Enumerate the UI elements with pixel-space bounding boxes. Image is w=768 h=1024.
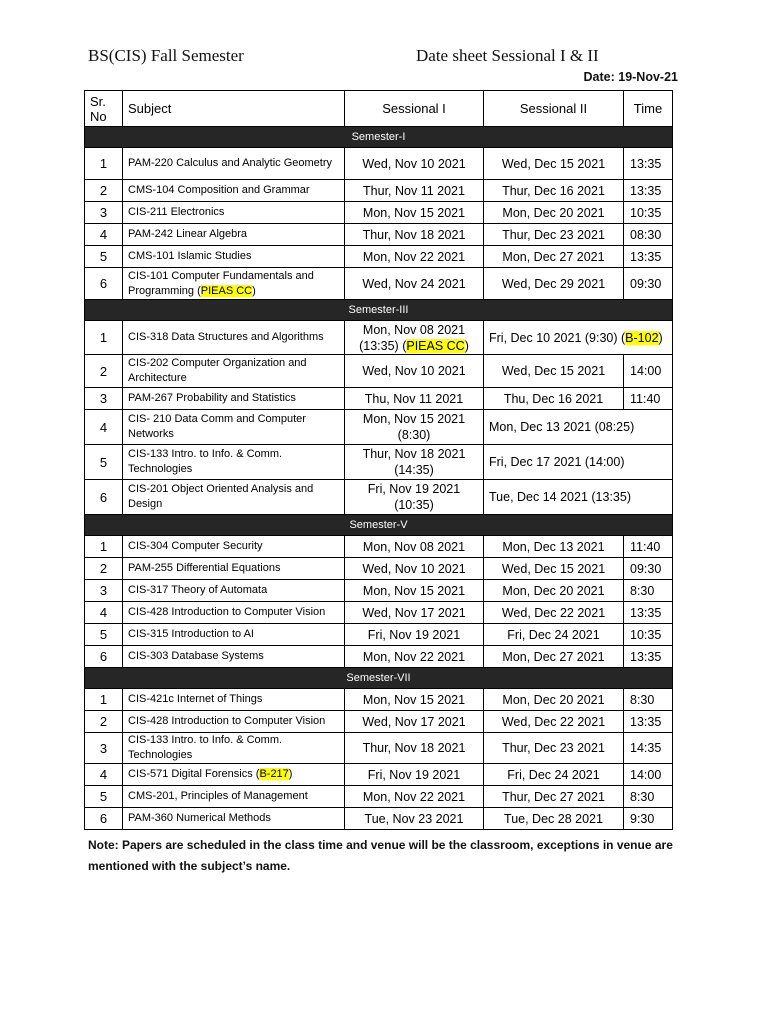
table-row bbox=[85, 808, 673, 830]
serial-number: 1 bbox=[85, 148, 123, 180]
sessional-2-cell: Wed, Dec 22 2021 bbox=[484, 602, 624, 624]
time-cell: 13:35 bbox=[624, 711, 673, 733]
subject-cell: CIS-304 Computer Security bbox=[123, 536, 345, 558]
subject-cell: CIS-211 Electronics bbox=[123, 202, 345, 224]
table-row bbox=[85, 180, 673, 202]
header-row bbox=[85, 91, 673, 127]
serial-number: 2 bbox=[85, 180, 123, 202]
subject-cell: CIS-317 Theory of Automata bbox=[123, 580, 345, 602]
serial-number: 4 bbox=[85, 764, 123, 786]
sessional-2-cell: Wed, Dec 15 2021 bbox=[484, 355, 624, 388]
sessional-1-cell: Thur, Nov 18 2021 bbox=[345, 224, 484, 246]
sessional-2-cell: Mon, Dec 20 2021 bbox=[484, 580, 624, 602]
table-row bbox=[85, 246, 673, 268]
serial-number: 3 bbox=[85, 388, 123, 410]
time-cell: 10:35 bbox=[624, 624, 673, 646]
table-row bbox=[85, 602, 673, 624]
time-cell: 08:30 bbox=[624, 224, 673, 246]
sessional-2-cell: Mon, Dec 27 2021 bbox=[484, 246, 624, 268]
subject-cell: CIS-303 Database Systems bbox=[123, 646, 345, 668]
serial-number: 2 bbox=[85, 711, 123, 733]
sessional-1-cell: Mon, Nov 22 2021 bbox=[345, 786, 484, 808]
table-row bbox=[85, 711, 673, 733]
subject-cell: PAM-242 Linear Algebra bbox=[123, 224, 345, 246]
sessional-2-cell: Fri, Dec 24 2021 bbox=[484, 764, 624, 786]
sessional-2-cell: Wed, Dec 22 2021 bbox=[484, 711, 624, 733]
subject-cell: CIS-428 Introduction to Computer Vision bbox=[123, 711, 345, 733]
serial-number: 4 bbox=[85, 410, 123, 445]
col-header-sr-no: Sr. No bbox=[85, 91, 123, 127]
table-row bbox=[85, 388, 673, 410]
sessional-1-cell: Wed, Nov 10 2021 bbox=[345, 148, 484, 180]
serial-number: 1 bbox=[85, 536, 123, 558]
sessional-2-cell: Thur, Dec 23 2021 bbox=[484, 224, 624, 246]
time-cell: 13:35 bbox=[624, 646, 673, 668]
table-row bbox=[85, 224, 673, 246]
time-cell: 13:35 bbox=[624, 148, 673, 180]
sessional-2-cell: Fri, Dec 24 2021 bbox=[484, 624, 624, 646]
sessional-1-cell: Fri, Nov 19 2021 bbox=[345, 764, 484, 786]
table-row bbox=[85, 445, 673, 480]
sessional-2-cell: Thur, Dec 16 2021 bbox=[484, 180, 624, 202]
subject-cell: CIS-571 Digital Forensics (B-217) bbox=[123, 764, 345, 786]
sessional-1-cell: Mon, Nov 22 2021 bbox=[345, 246, 484, 268]
sessional-2-cell: Mon, Dec 13 2021 (08:25) bbox=[484, 410, 673, 445]
time-cell: 11:40 bbox=[624, 536, 673, 558]
serial-number: 3 bbox=[85, 202, 123, 224]
serial-number: 6 bbox=[85, 808, 123, 830]
sessional-2-cell: Thu, Dec 16 2021 bbox=[484, 388, 624, 410]
subject-cell: CMS-201, Principles of Management bbox=[123, 786, 345, 808]
semester-label: Semester-V bbox=[85, 515, 673, 536]
footnote: Note: Papers are scheduled in the class time and venue will be the classroom, exceptions in venue are mentioned with the subject’s name. bbox=[88, 838, 673, 873]
serial-number: 4 bbox=[85, 224, 123, 246]
table-row bbox=[85, 558, 673, 580]
subject-cell: CIS-428 Introduction to Computer Vision bbox=[123, 602, 345, 624]
subject-cell: PAM-360 Numerical Methods bbox=[123, 808, 345, 830]
sessional-1-cell: Mon, Nov 15 2021 bbox=[345, 202, 484, 224]
col-header-sessional-1: Sessional I bbox=[345, 91, 484, 127]
serial-number: 5 bbox=[85, 246, 123, 268]
time-cell: 9:30 bbox=[624, 808, 673, 830]
sessional-1-cell: Fri, Nov 19 2021 bbox=[345, 624, 484, 646]
time-cell: 13:35 bbox=[624, 246, 673, 268]
sessional-2-cell: Wed, Dec 15 2021 bbox=[484, 558, 624, 580]
sessional-2-cell: Wed, Dec 15 2021 bbox=[484, 148, 624, 180]
date-sheet-table bbox=[84, 90, 673, 830]
sessional-2-cell: Thur, Dec 27 2021 bbox=[484, 786, 624, 808]
venue-highlight: B-217 bbox=[259, 768, 289, 780]
sessional-1-cell: Mon, Nov 08 2021 bbox=[345, 536, 484, 558]
table-row bbox=[85, 786, 673, 808]
table-row bbox=[85, 202, 673, 224]
semester-header bbox=[85, 127, 673, 148]
subject-cell: CIS-315 Introduction to AI bbox=[123, 624, 345, 646]
serial-number: 5 bbox=[85, 624, 123, 646]
sessional-2-cell: Mon, Dec 27 2021 bbox=[484, 646, 624, 668]
time-cell: 8:30 bbox=[624, 786, 673, 808]
semester-header bbox=[85, 300, 673, 321]
time-cell: 8:30 bbox=[624, 580, 673, 602]
subject-cell: CIS- 210 Data Comm and Computer Networks bbox=[123, 410, 345, 445]
sessional-2-cell: Mon, Dec 20 2021 bbox=[484, 202, 624, 224]
sessional-1-cell: Mon, Nov 15 2021 (8:30) bbox=[345, 410, 484, 445]
sheet-title: Date sheet Sessional I & II bbox=[416, 46, 599, 65]
serial-number: 3 bbox=[85, 580, 123, 602]
sessional-2-cell: Fri, Dec 17 2021 (14:00) bbox=[484, 445, 673, 480]
serial-number: 5 bbox=[85, 786, 123, 808]
sessional-1-cell: Mon, Nov 08 2021 (13:35) (PIEAS CC) bbox=[345, 321, 484, 355]
subject-cell: CIS-318 Data Structures and Algorithms bbox=[123, 321, 345, 355]
semester-label: Semester-VII bbox=[85, 668, 673, 689]
venue-highlight: PIEAS CC bbox=[406, 338, 465, 353]
subject-cell: PAM-267 Probability and Statistics bbox=[123, 388, 345, 410]
sessional-1-cell: Thur, Nov 18 2021 (14:35) bbox=[345, 445, 484, 480]
sessional-1-cell: Thur, Nov 11 2021 bbox=[345, 180, 484, 202]
table-row bbox=[85, 410, 673, 445]
sessional-1-cell: Wed, Nov 10 2021 bbox=[345, 355, 484, 388]
table-row bbox=[85, 580, 673, 602]
sessional-1-cell: Mon, Nov 22 2021 bbox=[345, 646, 484, 668]
serial-number: 1 bbox=[85, 689, 123, 711]
time-cell: 13:35 bbox=[624, 180, 673, 202]
sessional-1-cell: Mon, Nov 15 2021 bbox=[345, 689, 484, 711]
serial-number: 1 bbox=[85, 321, 123, 355]
table-row bbox=[85, 764, 673, 786]
subject-cell: CMS-101 Islamic Studies bbox=[123, 246, 345, 268]
semester-label: Semester-I bbox=[85, 127, 673, 148]
table-row bbox=[85, 646, 673, 668]
table-row bbox=[85, 733, 673, 764]
date-sheet-body bbox=[85, 127, 673, 830]
table-row bbox=[85, 355, 673, 388]
col-header-time: Time bbox=[624, 91, 673, 127]
sessional-1-cell: Wed, Nov 10 2021 bbox=[345, 558, 484, 580]
serial-number: 3 bbox=[85, 733, 123, 764]
sessional-1-cell: Wed, Nov 17 2021 bbox=[345, 711, 484, 733]
table-row bbox=[85, 480, 673, 515]
subject-cell: PAM-220 Calculus and Analytic Geometry bbox=[123, 148, 345, 180]
time-cell: 8:30 bbox=[624, 689, 673, 711]
table-row bbox=[85, 148, 673, 180]
sessional-2-cell: Mon, Dec 13 2021 bbox=[484, 536, 624, 558]
sessional-2-cell: Fri, Dec 10 2021 (9:30) (B-102) bbox=[484, 321, 673, 355]
subject-cell: PAM-255 Differential Equations bbox=[123, 558, 345, 580]
time-cell: 09:30 bbox=[624, 558, 673, 580]
subject-cell: CIS-133 Intro. to Info. & Comm. Technologies bbox=[123, 445, 345, 480]
serial-number: 6 bbox=[85, 646, 123, 668]
sessional-2-cell: Tue, Dec 14 2021 (13:35) bbox=[484, 480, 673, 515]
sessional-2-cell: Mon, Dec 20 2021 bbox=[484, 689, 624, 711]
col-header-sessional-2: Sessional II bbox=[484, 91, 624, 127]
venue-highlight: PIEAS CC bbox=[200, 284, 253, 297]
serial-number: 2 bbox=[85, 558, 123, 580]
sessional-1-cell: Wed, Nov 24 2021 bbox=[345, 268, 484, 300]
semester-label: Semester-III bbox=[85, 300, 673, 321]
venue-highlight: B-102 bbox=[625, 330, 659, 345]
program-title: BS(CIS) Fall Semester bbox=[88, 46, 244, 65]
sessional-2-cell: Wed, Dec 29 2021 bbox=[484, 268, 624, 300]
serial-number: 6 bbox=[85, 480, 123, 515]
serial-number: 6 bbox=[85, 268, 123, 300]
time-cell: 14:35 bbox=[624, 733, 673, 764]
sessional-1-cell: Mon, Nov 15 2021 bbox=[345, 580, 484, 602]
subject-cell: CIS-201 Object Oriented Analysis and Design bbox=[123, 480, 345, 515]
sessional-1-cell: Wed, Nov 17 2021 bbox=[345, 602, 484, 624]
time-cell: 14:00 bbox=[624, 355, 673, 388]
time-cell: 13:35 bbox=[624, 602, 673, 624]
subject-cell: CMS-104 Composition and Grammar bbox=[123, 180, 345, 202]
col-header-subject: Subject bbox=[123, 91, 345, 127]
subject-cell: CIS-101 Computer Fundamentals and Programming (PIEAS CC) bbox=[123, 268, 345, 300]
serial-number: 2 bbox=[85, 355, 123, 388]
semester-header bbox=[85, 515, 673, 536]
table-row bbox=[85, 536, 673, 558]
sessional-1-cell: Fri, Nov 19 2021 (10:35) bbox=[345, 480, 484, 515]
time-cell: 09:30 bbox=[624, 268, 673, 300]
serial-number: 4 bbox=[85, 602, 123, 624]
subject-cell: CIS-421c Internet of Things bbox=[123, 689, 345, 711]
table-row bbox=[85, 321, 673, 355]
sessional-2-cell: Tue, Dec 28 2021 bbox=[484, 808, 624, 830]
time-cell: 10:35 bbox=[624, 202, 673, 224]
sessional-1-cell: Thu, Nov 11 2021 bbox=[345, 388, 484, 410]
issue-date: Date: 19-Nov-21 bbox=[583, 70, 678, 84]
sessional-2-cell: Thur, Dec 23 2021 bbox=[484, 733, 624, 764]
time-cell: 14:00 bbox=[624, 764, 673, 786]
sessional-1-cell: Tue, Nov 23 2021 bbox=[345, 808, 484, 830]
subject-cell: CIS-202 Computer Organization and Architecture bbox=[123, 355, 345, 388]
subject-cell: CIS-133 Intro. to Info. & Comm. Technologies bbox=[123, 733, 345, 764]
table-row bbox=[85, 268, 673, 300]
serial-number: 5 bbox=[85, 445, 123, 480]
time-cell: 11:40 bbox=[624, 388, 673, 410]
table-row bbox=[85, 689, 673, 711]
table-row bbox=[85, 624, 673, 646]
sessional-1-cell: Thur, Nov 18 2021 bbox=[345, 733, 484, 764]
semester-header bbox=[85, 668, 673, 689]
